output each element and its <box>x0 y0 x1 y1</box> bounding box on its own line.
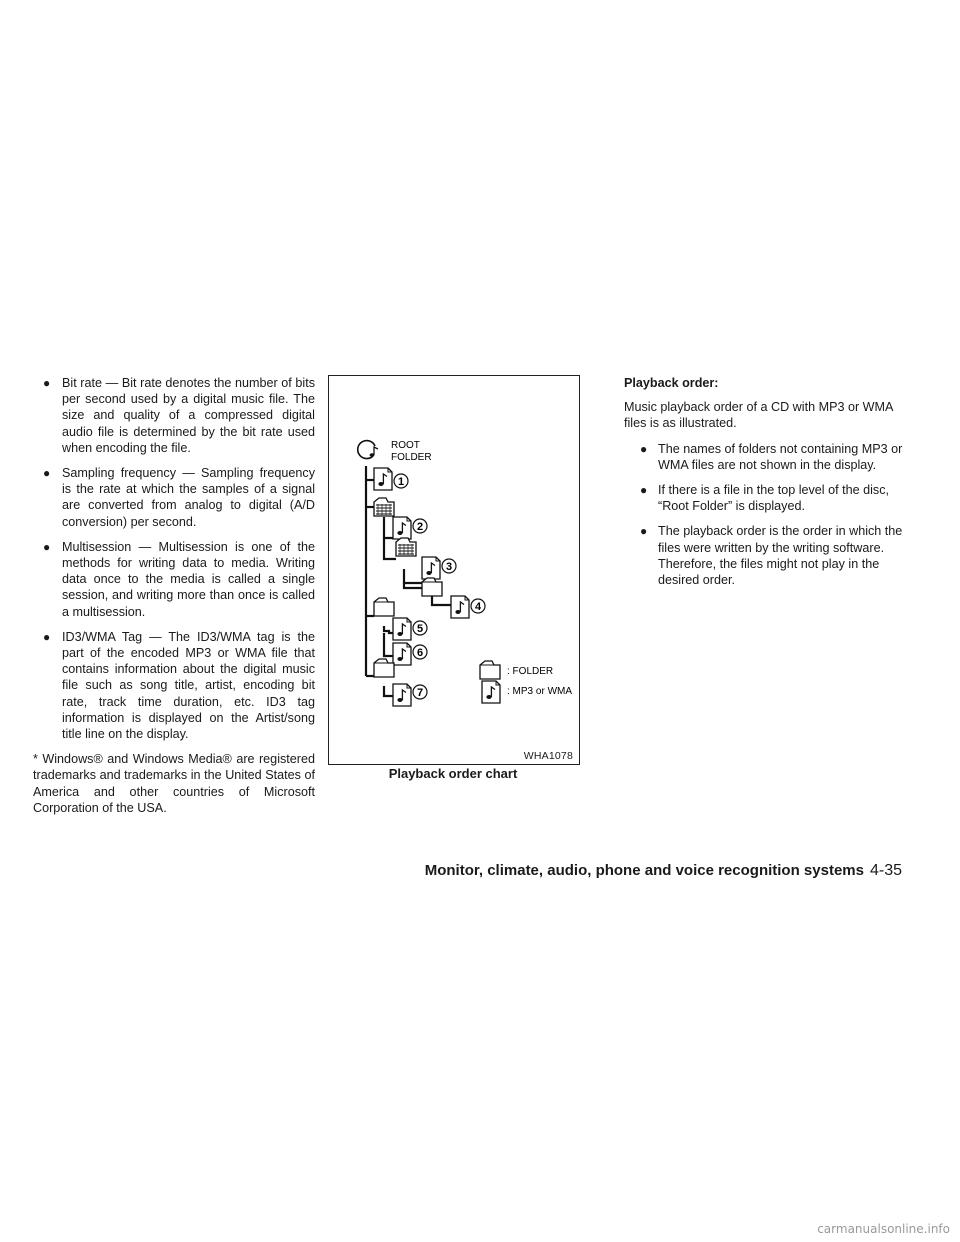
folder-icon <box>422 578 442 596</box>
bullet-dot: ● <box>43 629 51 644</box>
bullet-text: Sampling frequency — Sampling frequency is the rate at which the samples of a signal are converted from analog to digital (A/D conversion) per second. <box>62 466 315 529</box>
folder-icon <box>374 598 394 616</box>
bullet-dot: ● <box>43 376 51 390</box>
bullet-root-folder <box>624 482 906 514</box>
bullet-text: The playback order is the order in which the files were written by the writing software. Therefore, the files might not play in the desired order. <box>658 524 903 588</box>
legend-folder-label: : FOLDER <box>507 666 554 677</box>
left-column <box>33 375 315 825</box>
bullet-playback-order <box>624 523 906 588</box>
legend-file-label: : MP3 or WMA <box>507 686 573 697</box>
svg-text:2: 2 <box>416 521 424 533</box>
section-title: Monitor, climate, audio, phone and voice recognition systems <box>424 862 864 879</box>
file-icon <box>422 557 440 579</box>
svg-text:4: 4 <box>474 601 482 613</box>
file-icon <box>393 643 411 665</box>
legend-folder-icon <box>480 661 500 679</box>
playback-order-diagram <box>329 376 579 764</box>
legend-file-icon <box>482 681 500 703</box>
order-number-7 <box>413 685 427 699</box>
bullet-text: ID3/WMA Tag — The ID3/WMA tag is the part of the encoded MP3 or WMA file that contains information about the digital music file such as song title, artist, encoding bit rate, track time duration, etc. ID3 tag information is displayed on the Artist/song title line on the display. <box>62 629 315 742</box>
svg-text:3: 3 <box>445 561 453 573</box>
bullet-dot: ● <box>640 524 648 539</box>
svg-text:5: 5 <box>416 623 424 635</box>
order-number-4 <box>471 599 485 613</box>
playback-order-figure <box>328 375 580 765</box>
bullet-text: If there is a file in the top level of the disc, “Root Folder” is displayed. <box>658 483 890 514</box>
bullet-dot: ● <box>43 466 51 481</box>
order-number-1 <box>394 474 408 488</box>
order-number-5 <box>413 621 427 635</box>
order-number-2 <box>413 519 427 533</box>
music-folder-icon <box>396 538 416 556</box>
playback-order-intro: Music playback order of a CD with MP3 or WMA files is as illustrated. <box>624 400 893 431</box>
bullet-text: The names of folders not containing MP3 or WMA files are not shown in the display. <box>658 441 903 472</box>
bullet-id3-tag <box>33 629 315 742</box>
bullet-multisession <box>33 539 315 620</box>
watermark: carmanualsonline.info <box>817 1222 950 1236</box>
page-footer <box>425 862 902 880</box>
playback-order-heading: Playback order: <box>624 376 719 390</box>
trademark-footnote: * Windows® and Windows Media® are registered trademarks and trademarks in the United States of America and other countries of Microsoft Corporation of the USA. <box>33 752 315 815</box>
bullet-dot: ● <box>43 539 51 554</box>
order-number-3 <box>442 559 456 573</box>
svg-text:7: 7 <box>416 687 424 699</box>
figure-code: WHA1078 <box>523 750 573 762</box>
svg-text:1: 1 <box>397 476 405 488</box>
root-label-line1: ROOT <box>391 440 420 451</box>
folder-icon <box>374 659 394 677</box>
page-number: 4-35 <box>869 862 902 879</box>
bullet-sampling-frequency <box>33 465 315 530</box>
order-number-6 <box>413 645 427 659</box>
file-icon <box>393 684 411 706</box>
svg-text:6: 6 <box>416 647 424 659</box>
right-column <box>624 375 906 597</box>
bullet-dot: ● <box>640 441 648 456</box>
root-disc-icon <box>358 441 378 459</box>
figure-caption: Playback order chart <box>388 766 518 781</box>
bullet-text: Multisession — Multisession is one of the methods for writing data to media. Writing data once to the media is called a single session, and writing more than once is called a multisession. <box>62 539 315 619</box>
file-icon <box>393 618 411 640</box>
bullet-text: Bit rate — Bit rate denotes the number of bits per second used by a digital music file. The size and quality of a compressed digital audio file is determined by the bit rate used when encoding the file. <box>62 376 315 455</box>
file-icon <box>451 596 469 618</box>
file-icon <box>393 517 411 539</box>
bullet-dot: ● <box>640 483 648 498</box>
root-label-line2: FOLDER <box>391 452 432 463</box>
bullet-folder-names <box>624 441 906 473</box>
bullet-bit-rate <box>33 375 315 456</box>
music-folder-icon <box>374 498 394 516</box>
file-icon <box>374 468 392 490</box>
